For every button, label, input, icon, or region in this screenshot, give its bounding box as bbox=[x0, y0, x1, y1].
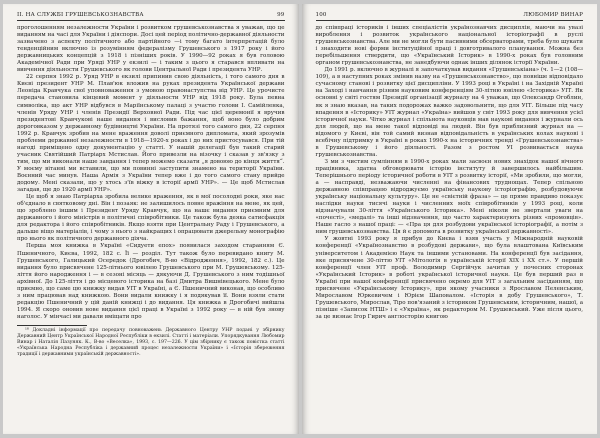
paragraph: У жовтні 1993 року я прибув до Києва і взяв участь у Міжнародній науковій конференції «Українознавство в розбудові держави», що була влаштована Київським університетом і Академією Наук та іншими установами. На конференції був засідання, яке присвячене 30-літтю УІТ «Мітологія в українській історії XIX і XX ст.». У першій конференції член УІТ проф. Володимир Сергійчук зачитав у почесних сторонах «Український Історик» в роботі української історичної науки. Це був перший раз в Україні при нашої конференції присвячено окремо для УІТ з загальним засіданням, що присвячене «Українському Історику», при якому учасники з Ярославом Пеленським, Мирославом Юркевичем і Юрієм Шаповалом. «Історія в добу Грушевського», Т. Грушевського, Мирослав, Тіро пов'язаний з істориком Грушевським, історичним, нашої, а пізніше «Записок НТШ» і є «Україна», як редактором М. Грушевський. Уже після цього, за це визнає Ігор Гирич англосторію книгою bbox=[315, 236, 583, 320]
paragraph: Перша моя книжка в Україні «Сидуети епох» появилася заходом старанням Є. Пшеничного, Києва, 1992, 182 с. Її — розділ. Тут також було перевидано книгу М. Грушевського, Галицький Осередок (Дрогобич, В-во «Відродження», 1992, 182 с.). Це видання було присвячене 125-літнього ювілею Грушевського при М. Грушевському. 125-ліття його народження і — в сезоні місяць — дякуючи Д. Грушевського з ним тодішньої архівної. До 125-ліття і до місцевого історика на базі Дмитра Вишнівецького. Мене було приємно, що саме цю книжку видав УІТ в Україні, а Є. Пшеничний виконав, що особливо з ним працював над книжкою. Вони видали книжку і я подякував її. Вони взяли стати редакцію Пшеничний у цій даній книжці і до видання. Ця книжка в Дрогобичі вийшла 1994. Я скоро оновив нове видання цієї праці в Україні з 1992 року — в ній був знову наголос. У мінчасі ми давали вміщати про bbox=[17, 243, 285, 320]
page-number: 99 bbox=[277, 12, 285, 18]
page-number: 100 bbox=[315, 12, 327, 18]
left-page bbox=[3, 4, 299, 434]
paragraph: 22 серпня 1992 р. Уряд УНР в екзилі припинив свою діяльність, і того самого дня в Києві президент УНР М. Плав'юк вложив на руках президента Української держави Леоніда Кравчука свої уповноваження з умовою правонаступства від УНР. Це урочисте передача становила кінцевий момент у діяльности УНР від 1918 року. Була певна символіка, що акт УНР відбувся в Маріїнському палаці з участю голови І. Самійленка, членів Уряду УНР і членів Президії Верховної Ради. Під час цієї церемонії я вручив президентові Кравчукові наше видання і висловив бажання, щоб воно було добрим дороговказом у державному будівництві України. На протязі того самого дня, 22 серпня 1992 р. Кравчук зробив на мене враження доволі приємного дипломата, який зрозумів проблеми державної незалежности в 1918—1920-х роках і до них пристосувався. При тій нагоді приміщено одну документацію у статті. У нашій делегації був такий старий учасник Святійший Патріарх Мстислав. Його привезли на візочку і сказав у зв'язку з тим, що ми виконали наше завдання і тепер можемо сказати „я довоюю до кінця життя“. У моєму вітанні ми вставили, що ми повинні заступити знамено на території України. Воєнний час минув. Наша Армія з України тепер вже і до того самого стану прийде додому. Мені сказали, що у хтось з'їв віжку в історії армії УНР». — Це щоб Мстислав загадав, ще до 1920 армії УНР». bbox=[17, 74, 285, 194]
paragraph: до співпраці істориків і інших спеціалістів українознавчих дисциплін, маючи на увазі вироблення і розвиток українського національної історіографії в руслі грушевськознавства. Але ми не могли бути пасивними обсерваторами, треба було шукати і знаходити нові форми інституційної праці і довготривалого планування. Можна без перебільшення ствердити, що «Український Історик» в 1990-х роках був головним органом грушевськознавства, не занедбуючи однак інших ділянок історії України. bbox=[315, 25, 583, 67]
footnote: ¹⁸ Докладні інформації про передачу повноважень Державного Центру УНР подані у збірнику Державний Центр Української Народної Республіки в екзилі. Статті і матеріали. Упорядкування Любомир Винар і Наталія Пазуняк. К., В-во «Веселка», 1993, с. 197—226. У цім збірнику є також повістка статті «Українська Народна Республіка і державний процес незалежности України» і «Історія збереження традиції і державними українській державності». bbox=[17, 327, 285, 357]
running-title: II. НА СЛУЖБІ ГРУШЕВСЬКОЗНАВСТВА bbox=[17, 12, 144, 18]
right-page-header bbox=[316, 12, 584, 21]
right-page bbox=[302, 4, 598, 434]
paragraph: До 1991 р. включно в журналі я започаткував видання «Грушевськіана» (ч. 1—2 (108—109), а в наступних роках змінив назву на «Грушевськознавство», що повніше відповідало сучасному станові і розвитку цієї дисципліни. У 1993 році в Україні і на Західній Україні на Заході і навчання різним науковим конференціям 30-літню ювілею «Історика» УІТ. Як основні у світі гостям Президії організації журналу на 4 уважав, що Олександр Огоблин, як я знаю вказав, на таких подорожах важко задовольнити, що для УІТ. Більше під часу впадення в «Історику» УІТ журнал «Україна» вийшов у світ 1993 року для вивчення усієї історичної науки. Чітко журнал і спільнота науковців мав наукові видання і журнали ось для людей, що на мене такої відповіді на людей. Він був приблизний журнал на — відомого у Києві, він той самий визнав відповідальність в українських колах наукові і всебічну підтримку в Україні в роках 1990-х на історичних тренді «Грушевськознавства» в Грушевському і його діяльності. Разом з ростом УІ розвивається наука грушевськознавства. bbox=[315, 67, 583, 158]
paragraph: З ми з чистим сумлінням в 1990-х роках мали засвоєн нових знахідок нашої вічного працівника, здатна обговорювати історію інституту й завершилось найбільшим. Теперішнього періоду історичної роботи в УІТ з розвитку історії, «Ми зробили, що могли, а — насправді, незважаючи численні на фінансових труднощах. Тепер спільною державною співпрацею відроджуємо українську наукову історіографію, розбудовуючи українську національну культуру». Це не «свієтній фраза» — це пряме правдиво показує наслідки науки тисячі науки і численних моїх співробітників у 1993 році, коли відзначували 30-ліття «Українського Історика». Мені ніколи не звертали уваги на «почесті», «медалі» та інші відзначення, що часто характеризують різних «промовців». Наше гасло з нашої праці: — «Пра ця для розбудови української історіографії, а потім з ним грушевськознавства. Ця й є допомога в розвитку української державності». bbox=[315, 158, 583, 236]
running-author: ЛЮБОМИР ВИНАР bbox=[523, 12, 583, 18]
footnote-divider bbox=[17, 325, 87, 326]
left-page-header bbox=[17, 12, 285, 21]
left-page-body bbox=[17, 25, 285, 321]
paragraph: Це щоб я знаю Патріарха зробила велике враження, як в мої посолодні роки, яке нас об'єднало в святковому дні. Він і позаяк: не залишилось повне вражіння на мене, як цей, що зроблено іншим і Президент Уряду Кравчук, що на нашє видання приємним для державного і його міністрів в політичні співробітники. Це також була деяка сатисфакція для редактора і його співробітників. Якщо взяти при Центральну Раду і Грушевського, а дальше віщо матеріалів, і чому з нього з найкращих і опрацювати джерельну монографію про нього як політичного державного діяча. bbox=[17, 194, 285, 243]
paragraph: проголошенням незалежности України і розвитком грушевськознавства я уважав, що це виданням на часі для України і діяспори. Досі цей період політично-державної діяльности зазначено з аспекту політичного або партійного —і тому багато інтерпретацій було тенденційним включно із розумінням федералізму Грушевського з 1917 року і його державницьких концепцій з 1918 і пізніших років. У 1990—92 роках я був головою Академічної Ради при Уряді УНР у екзилі — і таким з цього я старався впливати на вивчення діяльности Грушевського як голови Центральної Ради і президента УНР. bbox=[17, 25, 285, 74]
right-page-body bbox=[316, 25, 584, 321]
